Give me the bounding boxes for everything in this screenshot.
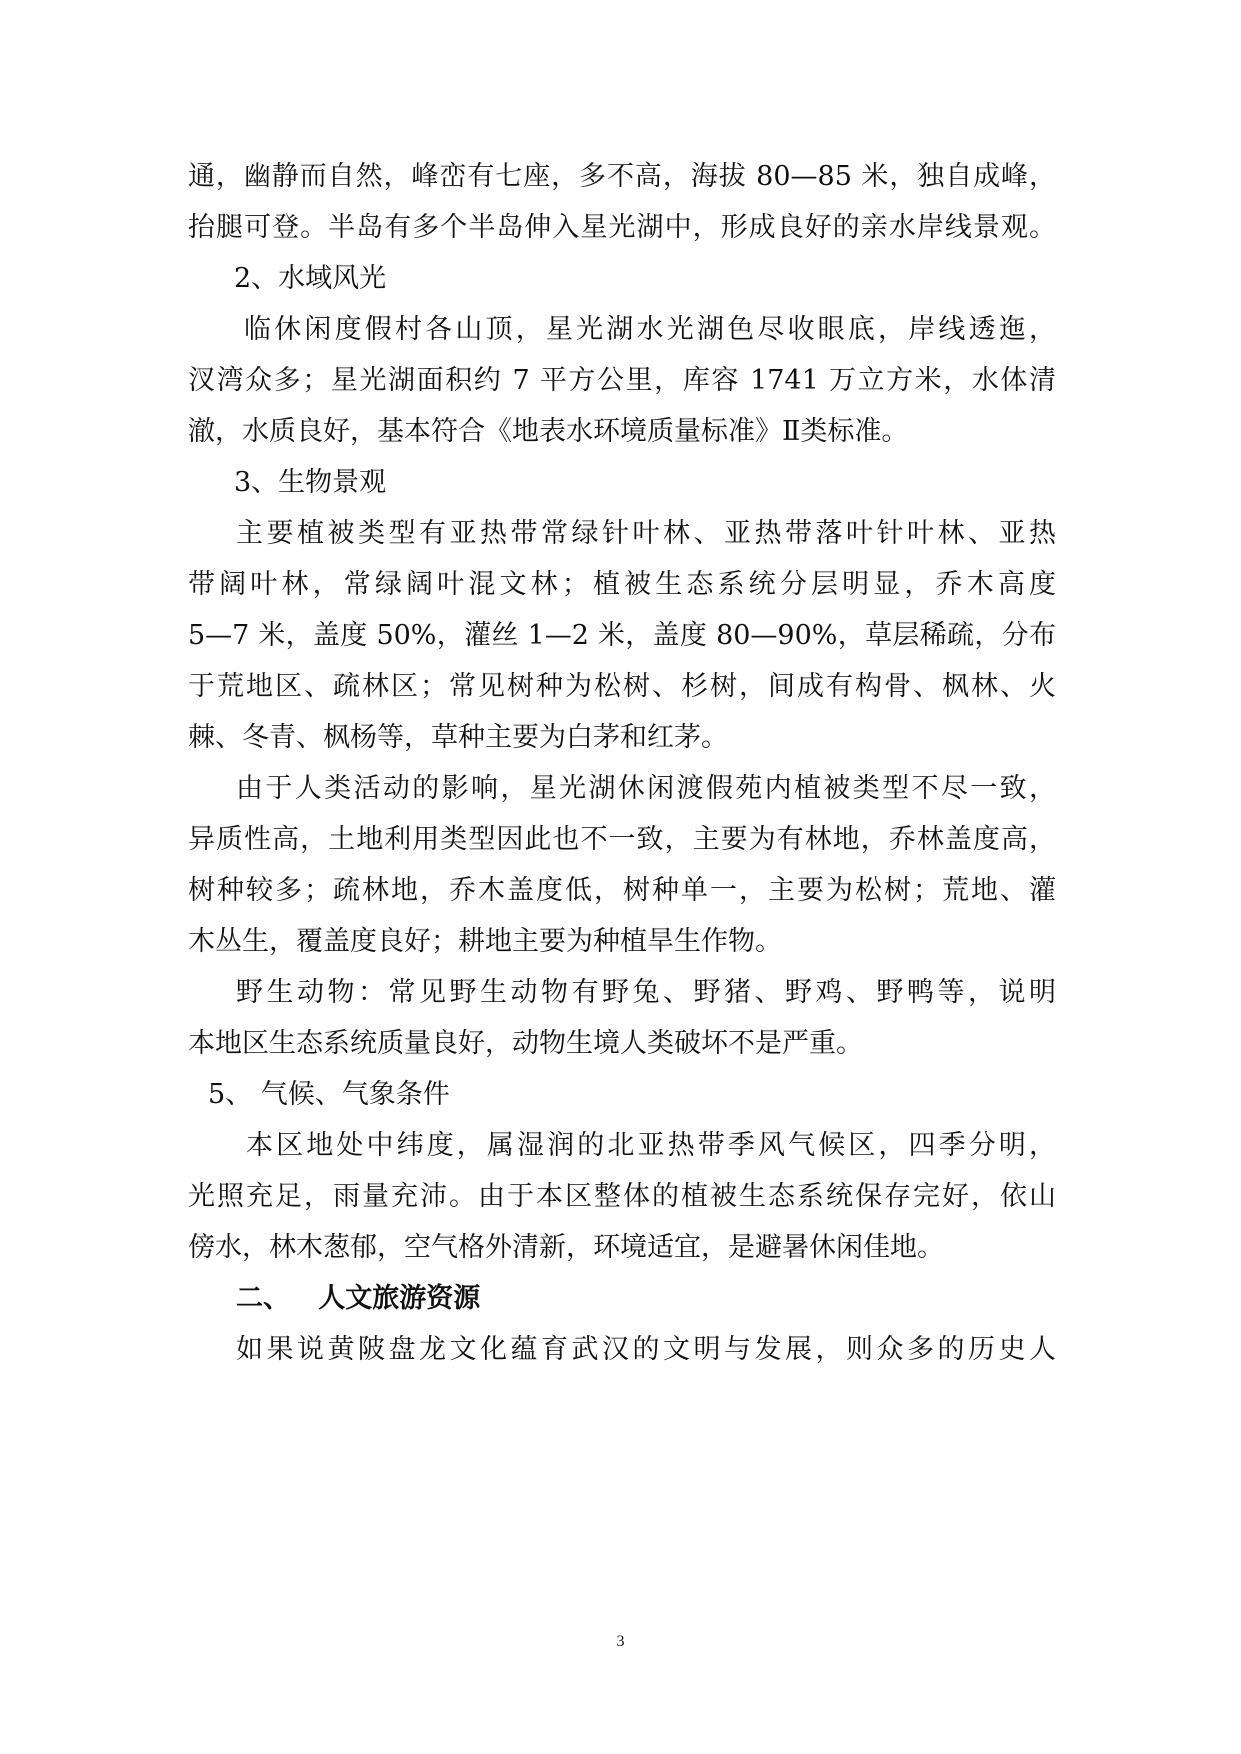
section-heading-biological-landscape: 3、生物景观 — [234, 467, 387, 498]
body-text-line: 如果说黄陂盘龙文化蕴育武汉的文明与发展，则众多的历史人 — [236, 1334, 1056, 1365]
body-text-line: 主要植被类型有亚热带常绿针叶林、亚热带落叶针叶林、亚热 — [236, 518, 1056, 549]
body-text-line: 5—7 米，盖度 50%，灌丝 1—2 米，盖度 80—90%，草层稀疏，分布 — [188, 620, 1056, 651]
section-heading-water-scenery: 2、水域风光 — [234, 263, 387, 294]
body-text-line: 通，幽静而自然，峰峦有七座，多不高，海拔 80—85 米，独自成峰， — [188, 161, 1056, 192]
body-text-line: 于荒地区、疏林区；常见树种为松树、杉树，间成有构骨、枫林、火 — [188, 671, 1056, 702]
body-text-line: 澈，水质良好，基本符合《地表水环境质量标准》Ⅱ类标准。 — [188, 416, 909, 447]
page-number: 3 — [616, 1633, 625, 1650]
body-text-line: 棘、冬青、枫杨等，草种主要为白茅和红茅。 — [188, 722, 728, 753]
body-text-line: 异质性高，土地利用类型因此也不一致，主要为有林地，乔林盖度高， — [188, 824, 1056, 855]
body-text-line: 光照充足，雨量充沛。由于本区整体的植被生态系统保存完好，依山 — [188, 1181, 1056, 1212]
body-text-line: 由于人类活动的影响，星光湖休闲渡假苑内植被类型不尽一致， — [236, 773, 1056, 804]
body-text-line: 临休闲度假村各山顶，星光湖水光湖色尽收眼底，岸线透迤， — [244, 314, 1056, 345]
section-heading-climate: 5、 气候、气象条件 — [208, 1079, 450, 1110]
body-text-line: 傍水，林木葱郁，空气格外清新，环境适宜，是避暑休闲佳地。 — [188, 1232, 944, 1263]
body-text-line: 抬腿可登。半岛有多个半岛伸入星光湖中，形成良好的亲水岸线景观。 — [188, 212, 1056, 243]
body-text-line: 木丛生，覆盖度良好；耕地主要为种植旱生作物。 — [188, 926, 782, 957]
body-text-line: 带阔叶林，常绿阔叶混文林；植被生态系统分层明显，乔木高度 — [188, 569, 1056, 600]
body-text-line: 本区地处中纬度，属湿润的北亚热带季风气候区，四季分明， — [246, 1130, 1056, 1161]
body-text-line: 本地区生态系统质量良好，动物生境人类破坏不是严重。 — [188, 1028, 863, 1059]
section-heading-cultural-resources: 二、 人文旅游资源 — [236, 1283, 481, 1314]
body-text-line: 野生动物：常见野生动物有野兔、野猪、野鸡、野鸭等，说明 — [236, 977, 1056, 1008]
body-text-line: 树种较多；疏林地，乔木盖度低，树种单一，主要为松树；荒地、灌 — [188, 875, 1056, 906]
body-text-line: 汊湾众多；星光湖面积约 7 平方公里，库容 1741 万立方米，水体清 — [188, 365, 1056, 396]
